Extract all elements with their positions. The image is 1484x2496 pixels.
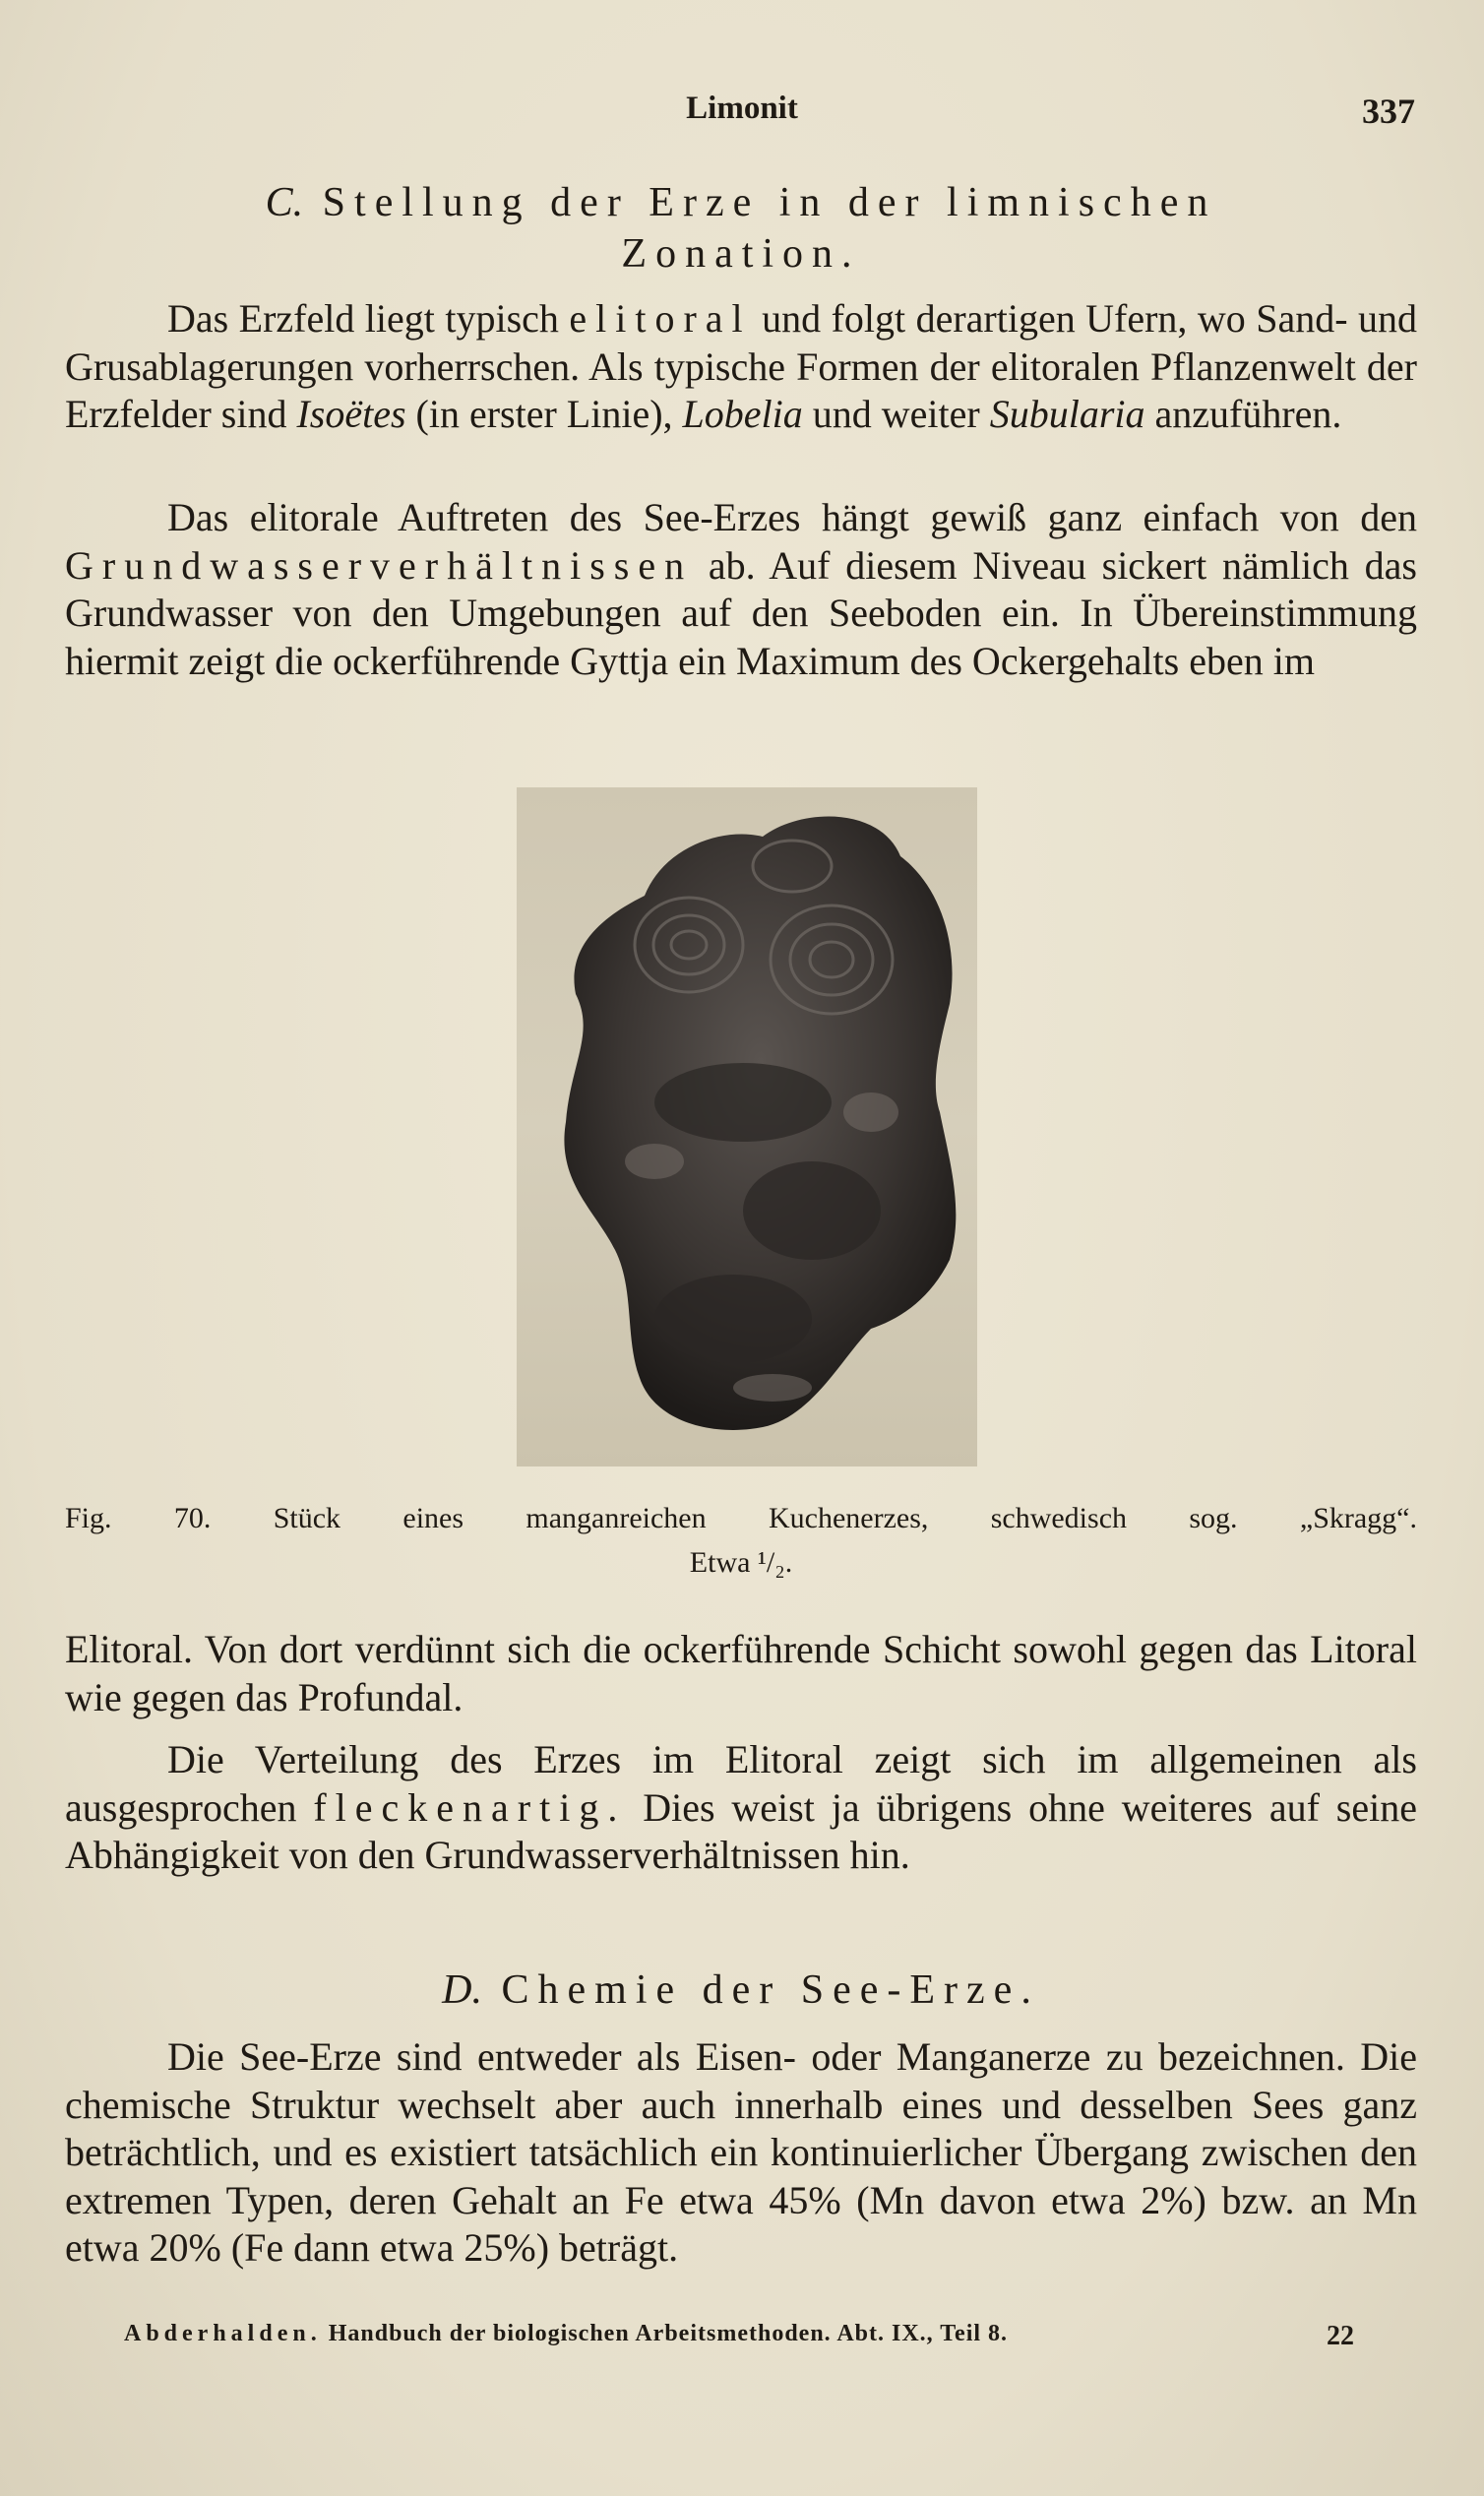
footer-author: Abderhalden. — [124, 2321, 322, 2346]
figure-70-photo — [517, 787, 977, 1466]
paragraph-4: Die Verteilung des Erzes im Elitoral zeigt sich im allgemeinen als ausgesprochen fleckenartig. Dies weist ja übrigens ohne weiteres auf seine Abhängigkeit von den Grundwasserverhältnissen hin. — [65, 1737, 1417, 1877]
section-d-heading — [65, 1965, 1417, 2016]
figure-caption-line-2: Etwa ¹/₂. — [689, 1546, 793, 1579]
section-d-letter: D. — [442, 1967, 482, 2013]
paragraph-5: Die See-Erze sind entweder als Eisen- oder Manganerze zu bezeichnen. Die chemische Struktur wechselt aber auch innerhalb eines und desselben Sees ganz beträchtlich, und es existiert tatsächlich ein kontinuierlicher Übergang zwischen den extremen Typen, deren Gehalt an Fe etwa 45% (Mn davon etwa 2%) bzw. an Mn etwa 20% (Fe dann etwa 25%) beträgt. — [65, 2034, 1417, 2270]
footer-signature: 22 — [1327, 2321, 1354, 2351]
paragraph-2: Das elitorale Auftreten des See-Erzes hängt gewiß ganz einfach von den Grundwasserverhältnissen ab. Auf diesem Niveau sickert nämlich das Grundwasser von den Umgebungen auf den Seeboden ein. In Übereinstimmung hiermit zeigt die ockerführende Gyttja ein Maximum des Ockergehalts eben im — [65, 495, 1417, 683]
section-c-title-line-2: Zonation. — [621, 231, 861, 277]
page-number: 337 — [1362, 92, 1415, 131]
footer-title: Handbuch der biologischen Arbeitsmethoden. Abt. IX., Teil 8. — [321, 2321, 1009, 2346]
spaced-word-grundwasser: Grundwasserverhältnissen — [65, 542, 694, 588]
species-subularia: Subularia — [989, 392, 1145, 436]
paragraph-1: Das Erzfeld liegt typisch elitoral und folgt derartigen Ufern, wo Sand- und Grusablagerungen vorherrschen. Als typische Formen der elitoralen Pflanzenwelt der Erzfelder sind Isoëtes (in erster Linie), Lobelia und weiter Subularia anzuführen. — [65, 296, 1418, 436]
section-c-title-line-1: Stellung der Erze in der limnischen — [322, 180, 1217, 225]
spaced-word-elitoral: elitoral — [569, 296, 752, 341]
running-head-title: Limonit — [686, 91, 798, 126]
section-c-letter: C. — [265, 180, 304, 225]
species-isoetes: Isoëtes — [296, 392, 406, 436]
running-head — [0, 91, 1484, 140]
figure-caption — [65, 1496, 1417, 1585]
species-lobelia: Lobelia — [682, 392, 803, 436]
spaced-word-fleckenartig: fleckenartig. — [313, 1784, 627, 1830]
paragraph-3: Elitoral. Von dort verdünnt sich die ockerführende Schicht sowohl gegen das Litoral wie gegen das Profundal. — [65, 1627, 1417, 1719]
section-d-title: Chemie der See-Erze. — [501, 1967, 1040, 2013]
section-c-heading — [65, 177, 1417, 280]
figure-caption-line-1: Fig. 70. Stück eines manganreichen Kuchenerzes, schwedisch sog. „Skragg“. — [65, 1502, 1417, 1534]
page-footer — [124, 2321, 1354, 2360]
ore-lump-image — [517, 787, 977, 1466]
